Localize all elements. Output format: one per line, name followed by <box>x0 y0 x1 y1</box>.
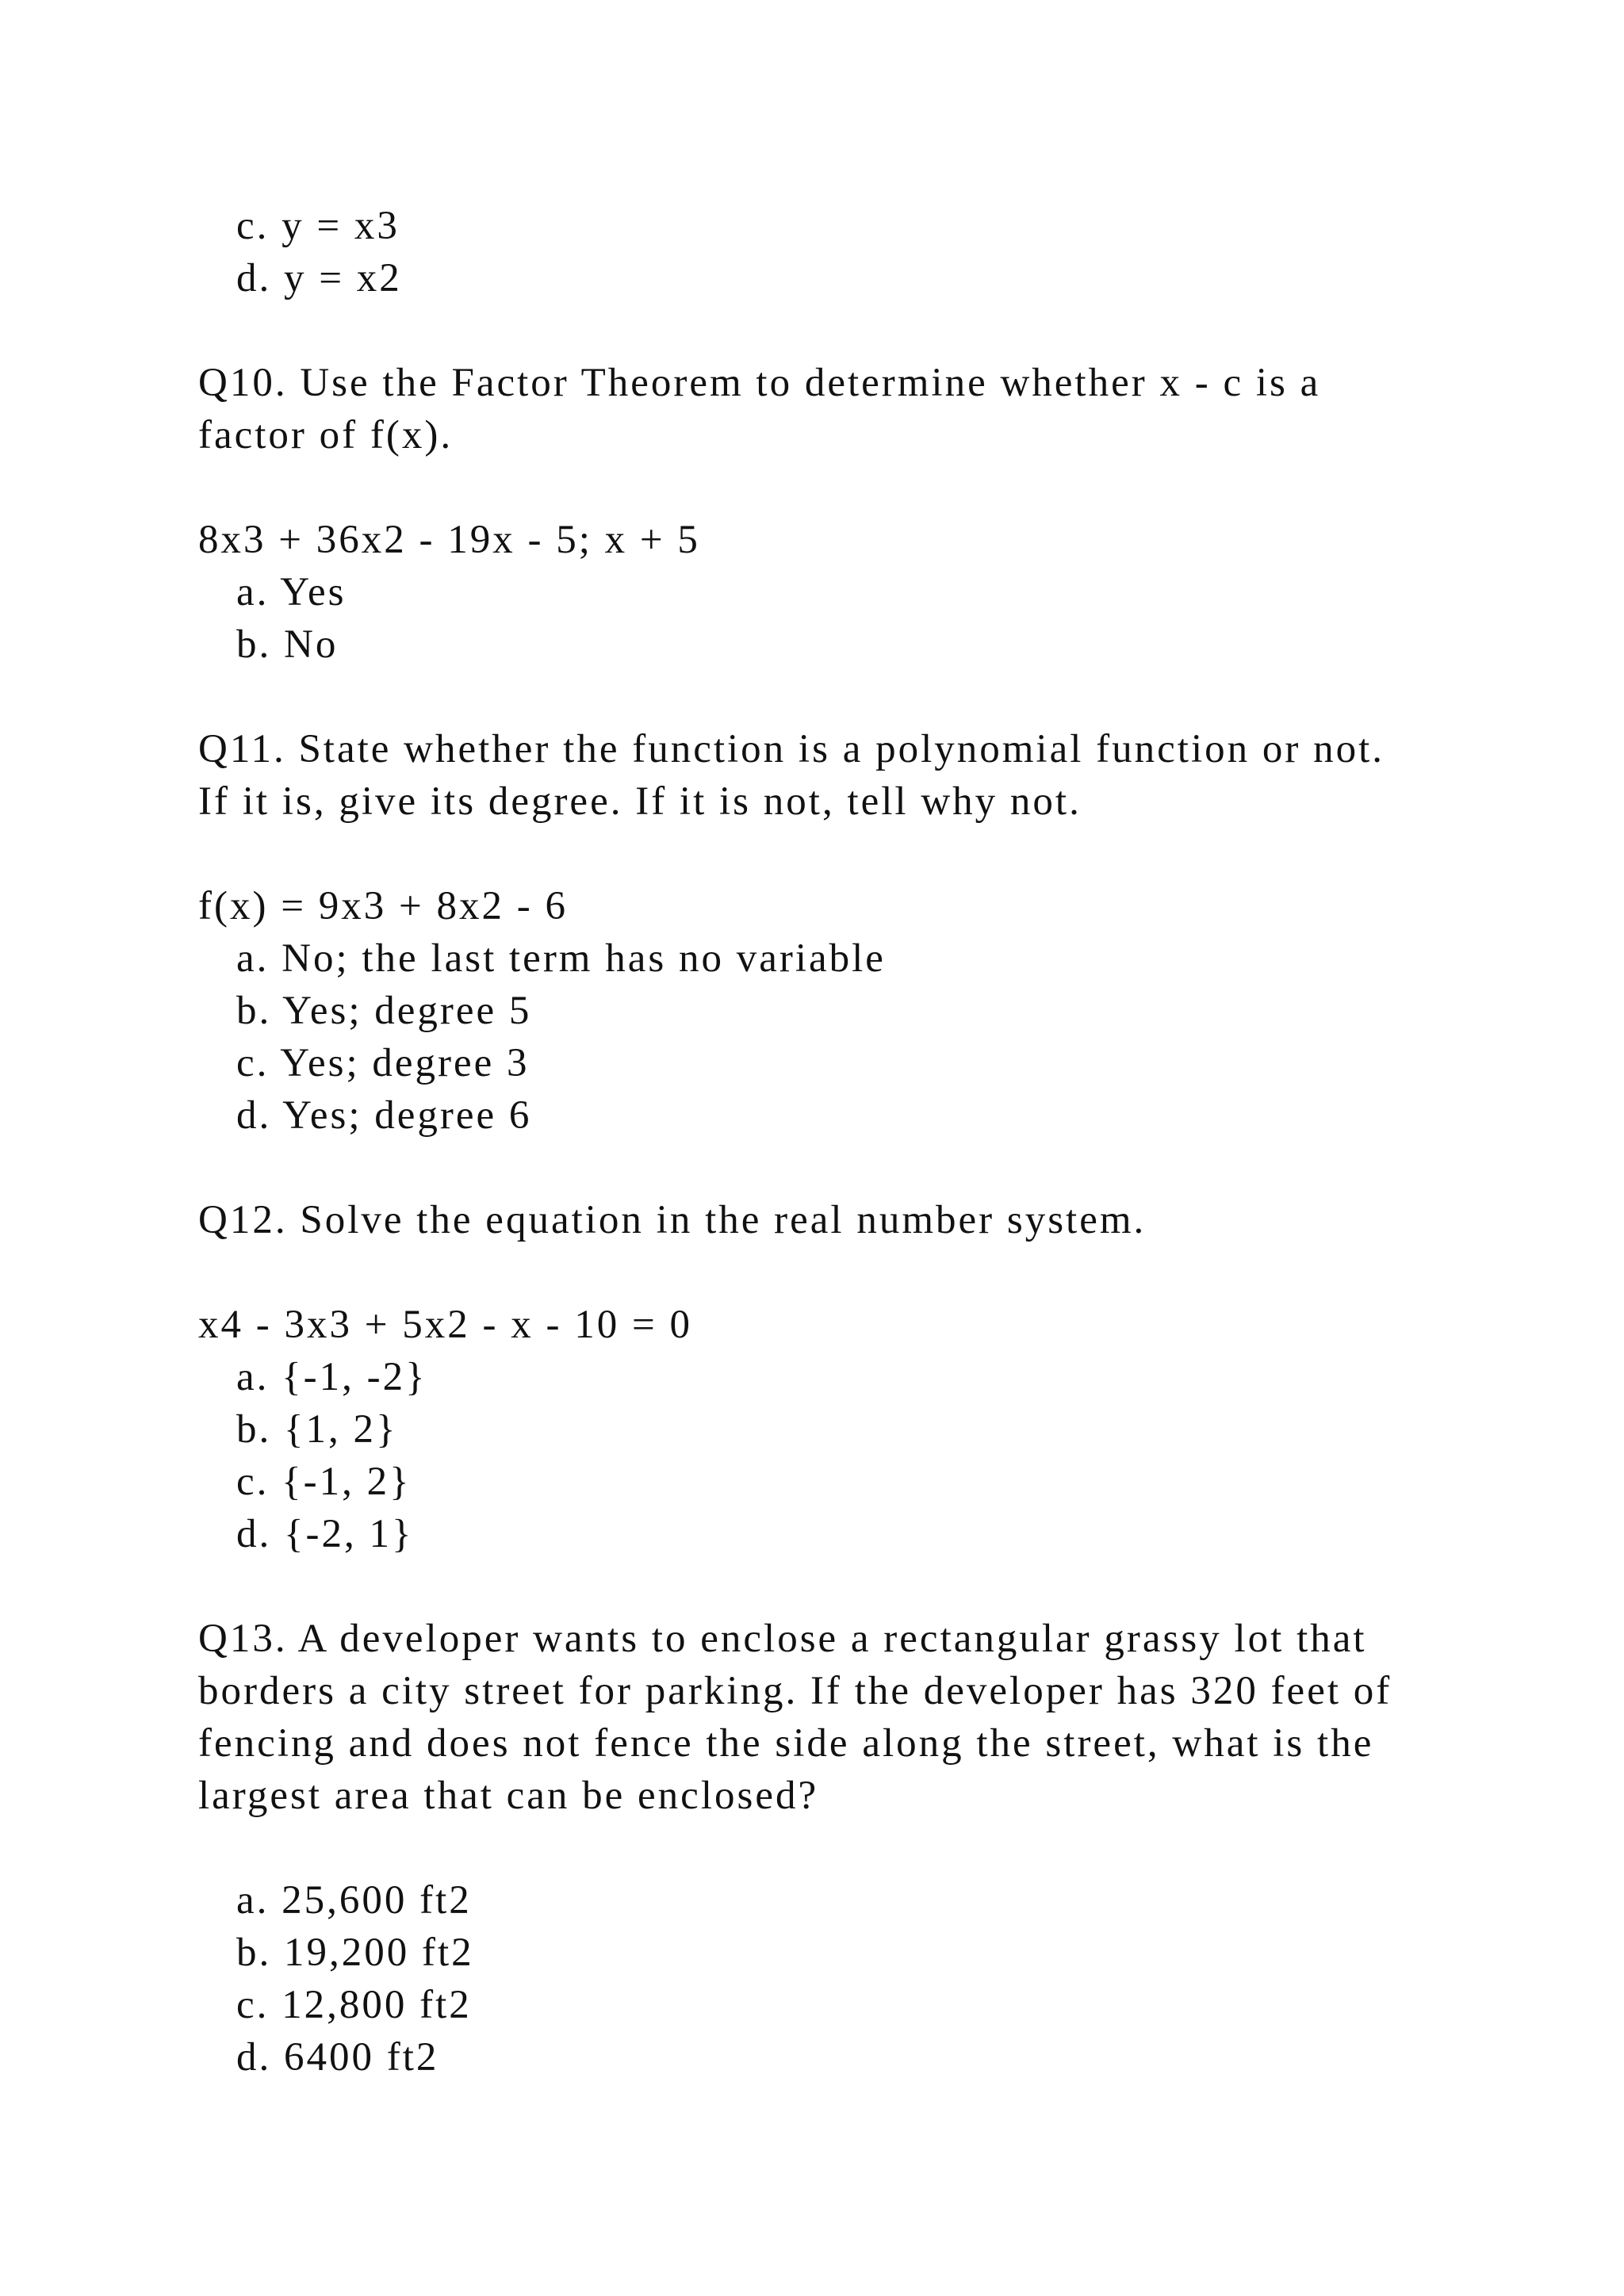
q12-option-b: b. {1, 2} <box>236 1407 398 1452</box>
prev-option-d: d. y = x2 <box>236 256 402 300</box>
prev-option-c: c. y = x3 <box>236 204 400 248</box>
q11-option-d: d. Yes; degree 6 <box>236 1093 532 1138</box>
q13-prompt-line-1: Q13. A developer wants to enclose a rectangular grassy lot that <box>198 1617 1367 1661</box>
q10-expression: 8x3 + 36x2 - 19x - 5; x + 5 <box>198 518 700 562</box>
q13-prompt-line-2: borders a city street for parking. If the developer has 320 feet of <box>198 1669 1392 1713</box>
q11-expression: f(x) = 9x3 + 8x2 - 6 <box>198 884 568 928</box>
q13-prompt-line-3: fencing and does not fence the side along the street, what is the <box>198 1721 1374 1766</box>
q13-option-d: d. 6400 ft2 <box>236 2035 439 2080</box>
q12-expression: x4 - 3x3 + 5x2 - x - 10 = 0 <box>198 1303 692 1347</box>
q13-option-c: c. 12,800 ft2 <box>236 1983 472 2027</box>
q12-option-d: d. {-2, 1} <box>236 1512 414 1556</box>
q12-option-a: a. {-1, -2} <box>236 1355 427 1399</box>
q13-option-b: b. 19,200 ft2 <box>236 1931 474 1975</box>
q11-option-a: a. No; the last term has no variable <box>236 936 886 981</box>
q11-prompt-line-2: If it is, give its degree. If it is not, tell why not. <box>198 779 1082 824</box>
q11-option-c: c. Yes; degree 3 <box>236 1041 530 1085</box>
q10-option-b: b. No <box>236 622 339 667</box>
q13-prompt-line-4: largest area that can be enclosed? <box>198 1774 819 1818</box>
q10-prompt-line-2: factor of f(x). <box>198 413 454 457</box>
q13-option-a: a. 25,600 ft2 <box>236 1878 472 1923</box>
q12-prompt-line-1: Q12. Solve the equation in the real number system. <box>198 1198 1147 1242</box>
q10-option-a: a. Yes <box>236 570 347 614</box>
q11-prompt-line-1: Q11. State whether the function is a polynomial function or not. <box>198 727 1385 771</box>
q10-prompt-line-1: Q10. Use the Factor Theorem to determine whether x - c is a <box>198 361 1321 405</box>
q11-option-b: b. Yes; degree 5 <box>236 989 532 1033</box>
q12-option-c: c. {-1, 2} <box>236 1460 412 1504</box>
